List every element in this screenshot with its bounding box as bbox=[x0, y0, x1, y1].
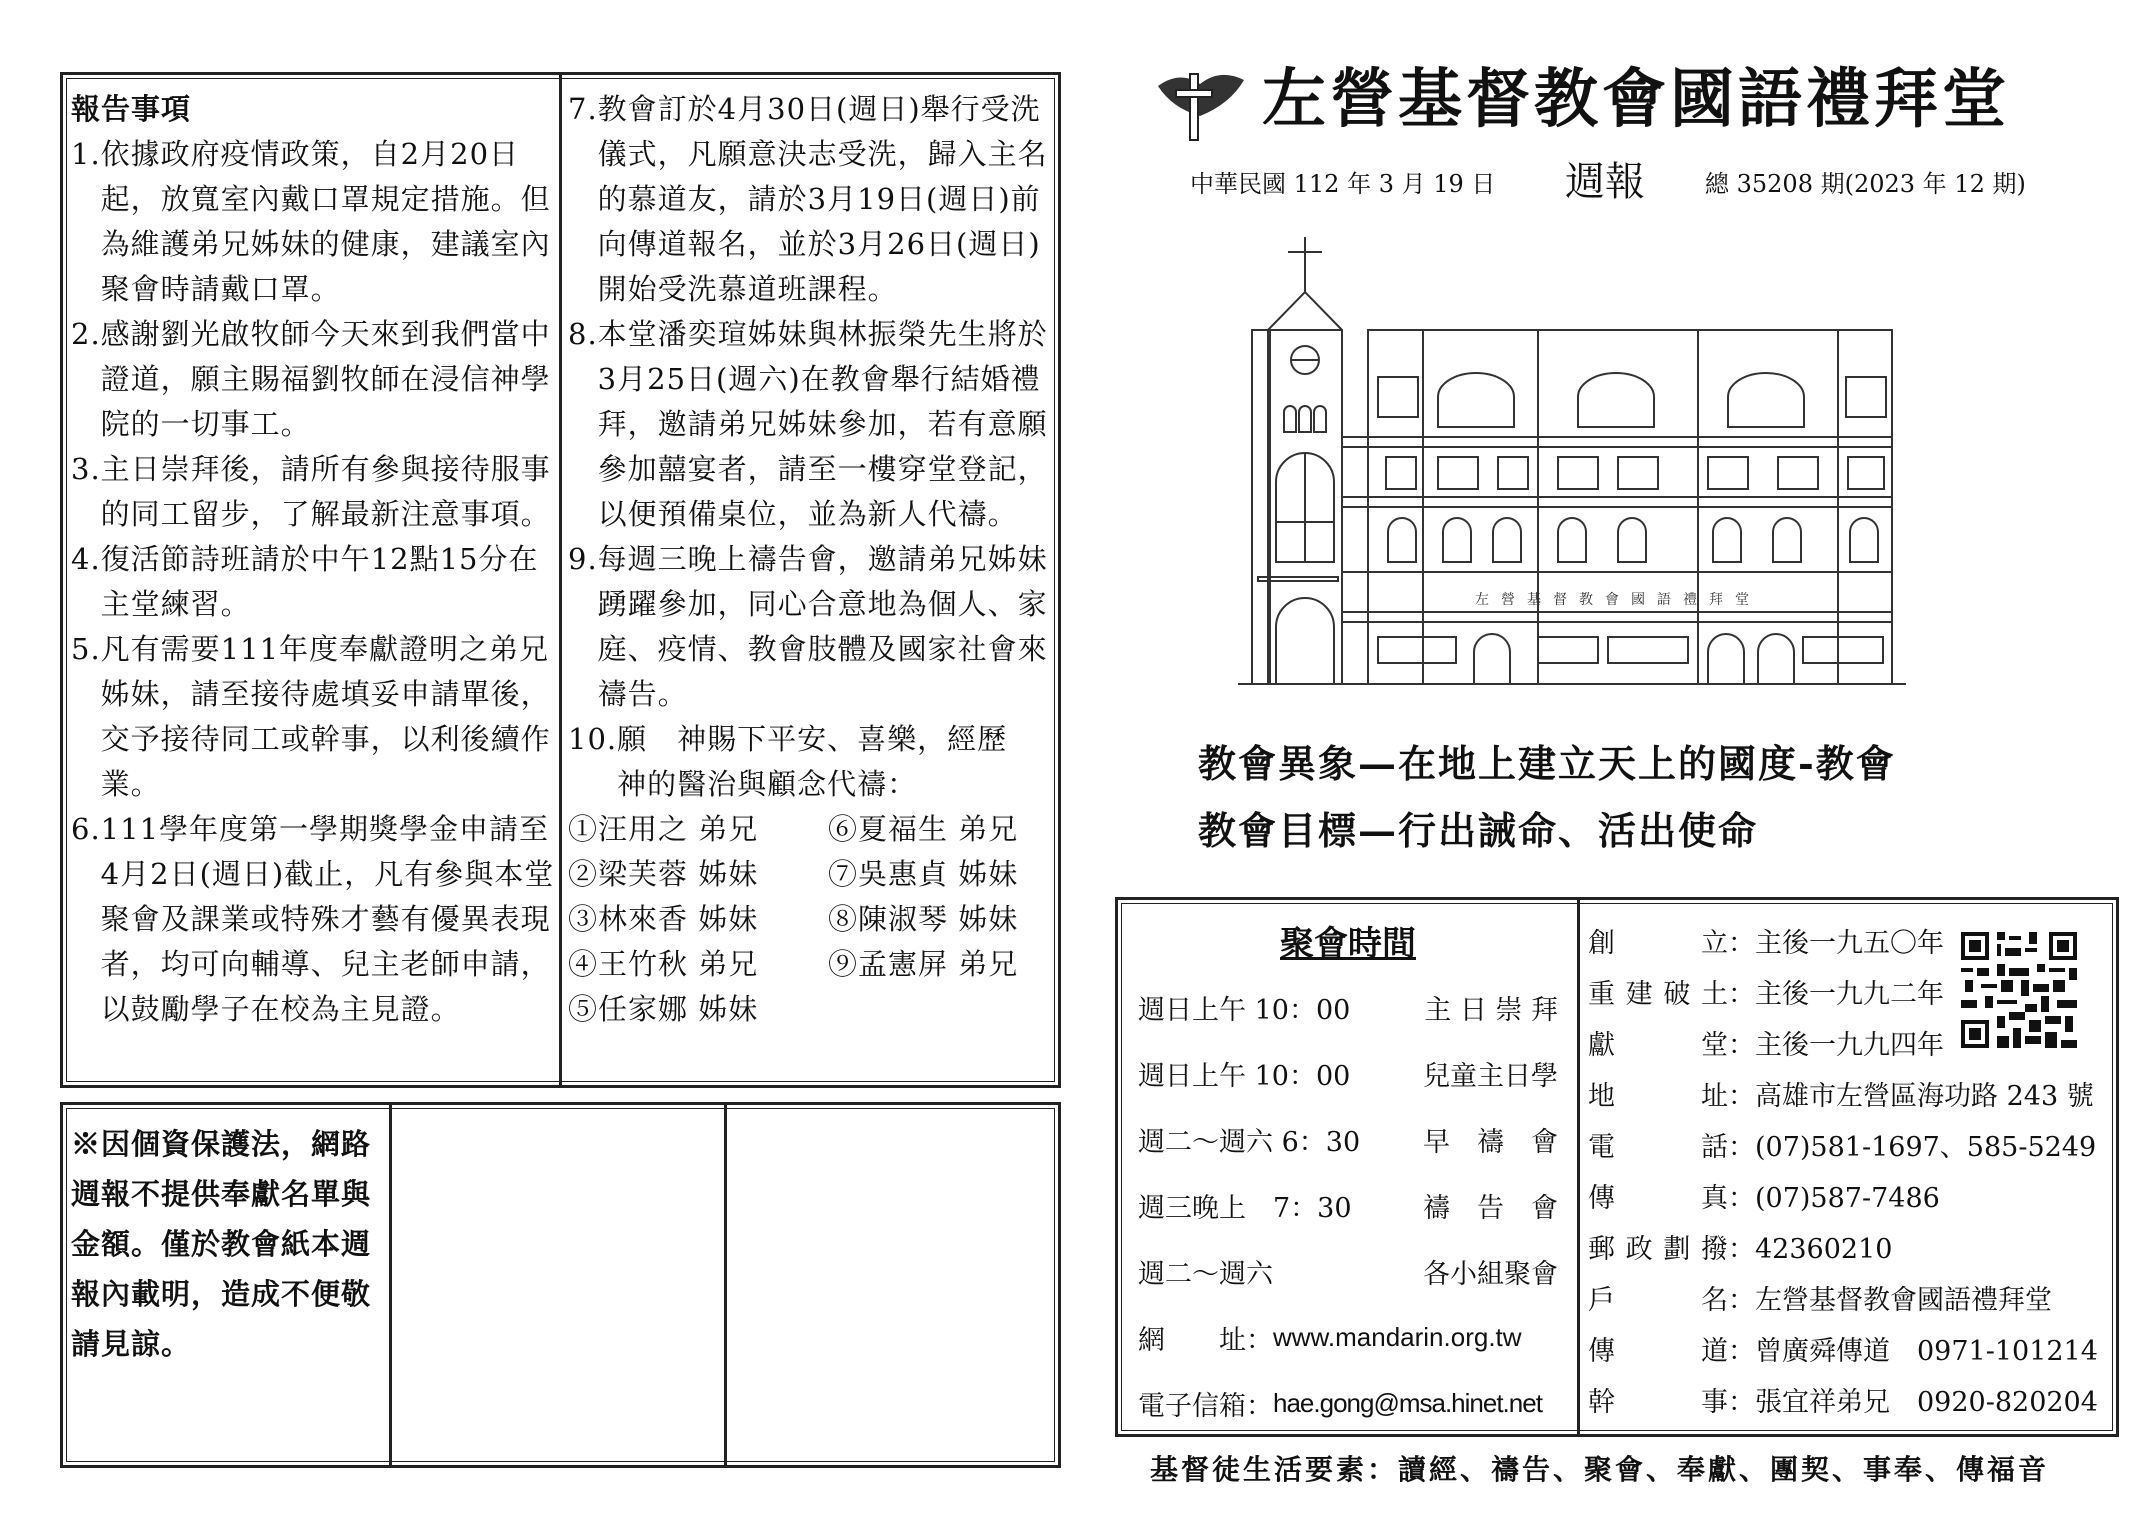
website-row: 網 址： www.mandarin.org.tw bbox=[1138, 1321, 1522, 1356]
info-row: 傳道：曾廣舜傳道 0971-101214 bbox=[1588, 1336, 2098, 1367]
info-row: 獻堂：主後一九九四年 bbox=[1588, 1030, 1944, 1061]
announcement-item: 10. 願 神賜下平安、喜樂，經歷 神的醫治與顧念代禱： bbox=[568, 722, 1038, 801]
prayer-name: ⑦吳惠貞 姊妹 bbox=[828, 857, 1019, 891]
meeting-title: 聚會時間 bbox=[1280, 924, 1416, 964]
church-building-illustration bbox=[1238, 232, 1908, 692]
prayer-name: ④王竹秋 弟兄 bbox=[568, 947, 759, 981]
announcement-item: 1. 依據政府疫情政策，自2月20日起，放寬室內戴口罩規定措施。但為維護弟兄姊妹的健康，建議室內聚會時請戴口罩。 bbox=[71, 137, 551, 306]
prayer-name: ⑥夏福生 弟兄 bbox=[828, 812, 1019, 846]
announcement-item: 6. 111學年度第一學期獎學金申請至4月2日(週日)截止，凡有參與本堂聚會及課業或特殊才藝有優異表現者，均可向輔導、兒主老師申請，以鼓勵學子在校為主見證。 bbox=[71, 812, 555, 1026]
prayer-name: ①汪用之 弟兄 bbox=[568, 812, 759, 846]
announcement-item: 8. 本堂潘奕瑄姊妹與林振榮先生將於3月25日(週六)在教會舉行結婚禮拜，邀請弟兄姊妹參加，若有意願參加囍宴者，請至一樓穿堂登記，以便預備桌位，並為新人代禱。 bbox=[568, 317, 1048, 531]
website-link[interactable]: www.mandarin.org.tw bbox=[1273, 1321, 1522, 1352]
meeting-info-box bbox=[1115, 897, 2119, 1437]
meeting-row: 週日上午 10：00 兒童主日學 bbox=[1138, 1060, 1558, 1092]
prayer-name: ⑤任家娜 姊妹 bbox=[568, 992, 759, 1026]
info-row: 郵政劃撥：42360210 bbox=[1588, 1234, 1893, 1265]
privacy-notice: ※因個資保護法，網路週報不提供奉獻名單與金額。僅於教會紙本週報內載明，造成不便敬請見諒。 bbox=[71, 1127, 372, 1361]
goal-line: 教會目標—行出誡命、活出使命 bbox=[1198, 808, 1759, 853]
info-row: 創立：主後一九五〇年 bbox=[1588, 928, 1944, 959]
info-row: 幹事：張宜祥弟兄 0920-820204 bbox=[1588, 1387, 2098, 1418]
building-sign: 左營基督教會國語禮拜堂 bbox=[1475, 592, 1761, 608]
meeting-row: 週二～週六 各小組聚會 bbox=[1138, 1258, 1558, 1290]
meeting-schedule bbox=[1138, 914, 1558, 1436]
meeting-row: 週二～週六 6：30 早 禱 會 bbox=[1138, 1126, 1558, 1158]
announcements-box bbox=[60, 72, 1061, 1088]
announcement-item: 5. 凡有需要111年度奉獻證明之弟兄姊妹，請至接待處填妥申請單後，交予接待同工或幹事，以利後續作業。 bbox=[71, 632, 551, 801]
announcements-heading: 報告事項 bbox=[71, 92, 192, 126]
prayer-name: ⑨孟憲屏 弟兄 bbox=[828, 947, 1019, 981]
announcements-left-column bbox=[71, 87, 556, 1032]
info-row: 地址：高雄市左營區海功路 243 號 bbox=[1588, 1081, 2094, 1112]
prayer-list bbox=[568, 807, 1050, 1032]
info-row: 電話：(07)581-1697、585-5249 bbox=[1588, 1132, 2097, 1163]
offering-box bbox=[60, 1102, 1061, 1468]
info-row: 重建破土：主後一九九二年 bbox=[1588, 979, 1944, 1010]
email-link[interactable]: hae.gong@msa.hinet.net bbox=[1273, 1387, 1542, 1418]
church-logo-icon bbox=[1150, 64, 1250, 144]
announcement-item: 3. 主日崇拜後，請所有參與接待服事的同工留步，了解最新注意事項。 bbox=[71, 452, 551, 531]
announcement-item: 7. 教會訂於4月30日(週日)舉行受洗儀式，凡願意決志受洗，歸入主名的慕道友，請於3月19日(週日)前向傳道報名，並於3月26日(週日)開始受洗慕道班課程。 bbox=[568, 92, 1048, 306]
qr-code-icon[interactable] bbox=[1961, 932, 2077, 1048]
vision-line: 教會異象—在地上建立天上的國度-教會 bbox=[1198, 741, 1896, 786]
prayer-name: ②梁芙蓉 姊妹 bbox=[568, 857, 759, 891]
footer-line: 基督徒生活要素：讀經、禱告、聚會、奉獻、團契、事奉、傳福音 bbox=[1150, 1453, 2050, 1486]
info-row: 傳真：(07)587-7486 bbox=[1588, 1183, 1940, 1214]
announcement-item: 9. 每週三晚上禱告會，邀請弟兄姊妹踴躍參加，同心合意地為個人、家庭、疫情、教會肢體及國家社會來禱告。 bbox=[568, 542, 1048, 711]
email-row: 電子信箱： hae.gong@msa.hinet.net bbox=[1138, 1387, 1542, 1422]
bulletin-date: 中華民國 112 年 3 月 19 日 bbox=[1190, 170, 1496, 198]
prayer-name: ⑧陳淑琴 姊妹 bbox=[828, 902, 1019, 936]
announcements-right-column bbox=[568, 87, 1050, 1032]
announcement-item: 2. 感謝劉光啟牧師今天來到我們當中證道，願主賜福劉牧師在浸信神學院的一切事工。 bbox=[71, 317, 551, 441]
bulletin-title: 週報 bbox=[1565, 159, 1645, 205]
bulletin-issue: 總 35208 期(2023 年 12 期) bbox=[1705, 170, 2026, 198]
meeting-row: 週日上午 10：00 主 日 崇 拜 bbox=[1138, 994, 1558, 1026]
info-row: 戶名：左營基督教會國語禮拜堂 bbox=[1588, 1285, 2052, 1316]
meeting-row: 週三晚上 7：30 禱 告 會 bbox=[1138, 1192, 1558, 1224]
announcement-item: 4. 復活節詩班請於中午12點15分在主堂練習。 bbox=[71, 542, 539, 621]
church-name: 左營基督教會國語禮拜堂 bbox=[1262, 62, 2010, 137]
prayer-name: ③林來香 姊妹 bbox=[568, 902, 759, 936]
